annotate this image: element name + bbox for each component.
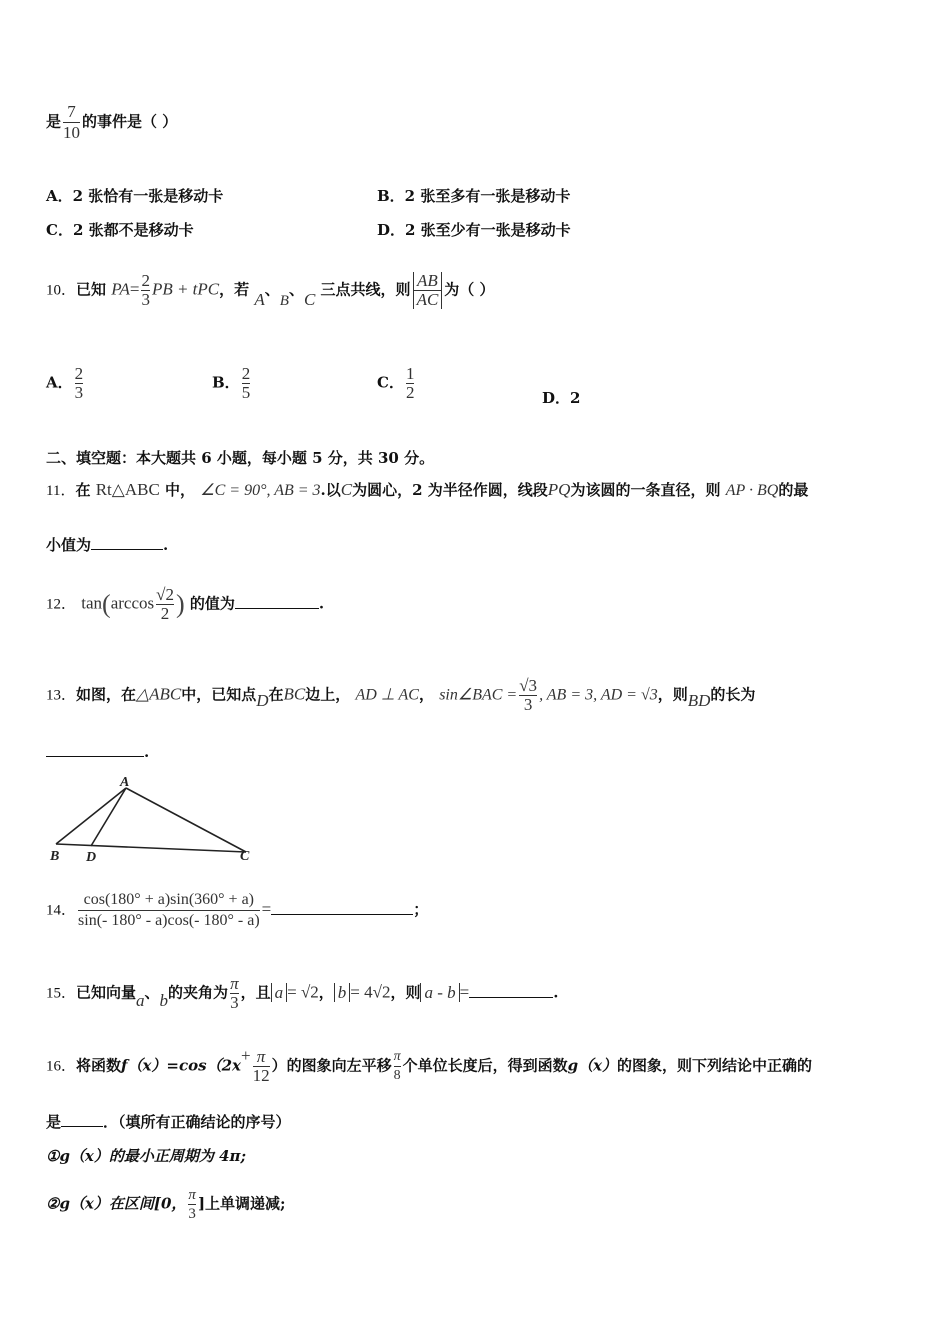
q9-frac-num: 7 — [67, 102, 76, 121]
q16-line-2 — [46, 1112, 291, 1132]
q14-numerator: cos(180° + a)sin(360° + a) — [83, 891, 254, 908]
q14-answer-blank[interactable] — [271, 900, 413, 915]
q16-function-g: g（x） — [567, 1056, 618, 1075]
q9-option-b: B．2 张至多有一张是移动卡 — [377, 187, 571, 205]
q13-triangle-lines — [56, 788, 246, 852]
q12-number: 12． — [46, 596, 77, 613]
q10-pa: PA — [111, 279, 130, 299]
q10-ab: AB — [413, 272, 442, 290]
q9-text-post: 的事件是（ ） — [82, 112, 178, 131]
q15-text-3: ，且 — [240, 983, 271, 1002]
q16-line-2-pre: 是 — [46, 1113, 62, 1131]
q10-text-1: 已知 — [76, 280, 107, 299]
q13-bd: BD — [687, 690, 711, 710]
q15-text-4: ， — [318, 983, 334, 1002]
q10-point-b: B — [279, 292, 289, 309]
q16-number: 16． — [46, 1058, 77, 1075]
q10-option-a-label: A． — [46, 373, 73, 392]
q11-text-3: .以 — [320, 481, 341, 499]
q16-eight: 8 — [393, 1068, 401, 1083]
q11-pq: PQ — [547, 480, 571, 499]
q13-line — [46, 677, 755, 714]
q16-item-2-post: ]上单调递减; — [197, 1194, 286, 1213]
q10-c-num: 1 — [405, 364, 415, 383]
q10-a-den: 3 — [74, 383, 84, 402]
q10-text-2: ，若 — [219, 280, 250, 299]
q14-end: ； — [413, 900, 429, 919]
q12-end: . — [318, 594, 325, 613]
q11-text-5: 为该圆的一条直径，则 — [570, 481, 721, 499]
q15-vec-a: a — [136, 990, 145, 1010]
q10-rest: PB + tPC — [151, 279, 220, 299]
q14-number: 14． — [46, 902, 77, 919]
q10-number: 10． — [46, 282, 77, 299]
q9-option-d: D．2 张至少有一张是移动卡 — [377, 221, 571, 239]
q14-eq: = — [261, 899, 272, 919]
q10-option-b-label: B． — [212, 373, 240, 392]
q10-option-b — [212, 365, 252, 402]
q11-number: 11． — [46, 483, 76, 499]
q13-point-d: D — [256, 690, 269, 710]
q15-number: 15． — [46, 985, 77, 1002]
q15-abs-diff: a - b — [420, 983, 459, 1002]
q10-sep-1: 、 — [264, 280, 280, 299]
q12-tan: tan — [81, 593, 103, 613]
q15-eq-diff: = — [459, 982, 470, 1002]
q12-arccos: arccos — [110, 593, 155, 613]
q15-eq-a: = √2 — [287, 982, 319, 1002]
q11-end: . — [163, 536, 169, 554]
q15-eq-b: = 4√2 — [350, 982, 391, 1002]
q16-item-2-three: 3 — [188, 1206, 196, 1222]
q13-edge-ab — [56, 788, 126, 844]
q9-fraction — [63, 102, 80, 143]
q16-answer-blank[interactable] — [61, 1112, 103, 1127]
q15-answer-blank[interactable] — [469, 983, 553, 998]
q16-item-2 — [46, 1186, 286, 1223]
q13-bc: BC — [283, 684, 306, 704]
q13-triangle-figure — [46, 772, 266, 864]
q10-eq: = — [129, 279, 140, 299]
q9-frac-den: 10 — [63, 123, 81, 142]
q15-text-5: ，则 — [390, 983, 421, 1002]
q13-text-6: ，则 — [657, 685, 688, 704]
q10-point-a: A — [254, 289, 265, 309]
q13-label-c: C — [240, 849, 250, 864]
q15-text-2: 的夹角为 — [168, 983, 229, 1002]
q11-answer-blank[interactable] — [91, 535, 163, 550]
q10-option-c-frac — [406, 365, 415, 402]
q16-pi: π — [256, 1047, 266, 1066]
q13-text-1: 如图，在 — [76, 685, 137, 704]
q10-a-num: 2 — [74, 364, 84, 383]
q13-triangle: △ABC — [136, 684, 182, 704]
q9-option-a: A．2 张恰有一张是移动卡 — [46, 187, 224, 205]
q12-den: 2 — [160, 604, 170, 623]
q14-line — [46, 890, 428, 931]
q11-line-1 — [46, 480, 808, 501]
q13-label-a: A — [120, 775, 130, 790]
q13-text-4: 边上， — [305, 685, 351, 704]
q10-sep-2: 、 — [288, 280, 304, 299]
q11-text-4: 为圆心，2 为半径作圆，线段 — [352, 481, 548, 499]
q11-condition: ∠C = 90°, AB = 3 — [200, 482, 321, 499]
q12-line: 12． tan(arccos $\frac{√2}{2}$ ) 的值为 . — [46, 585, 325, 623]
q13-frac — [519, 677, 537, 714]
q16-text-3: 个单位长度后，得到函数 — [402, 1056, 568, 1075]
q10-option-c — [377, 365, 416, 402]
q13-text-2: 中，已知点 — [181, 685, 257, 704]
q13-answer-line — [46, 742, 149, 762]
q16-line-2-post: ．（填所有正确结论的序号） — [103, 1113, 291, 1131]
q15-three: 3 — [230, 993, 239, 1012]
q13-edge-ad — [91, 788, 126, 846]
q16-item-2-pi: π — [188, 1187, 196, 1203]
q13-text-3: 在 — [268, 685, 284, 704]
q9-line1 — [46, 102, 177, 143]
q13-sqrt3: √3 — [519, 676, 538, 695]
q9-text-pre: 是 — [46, 112, 62, 131]
q10-frac-den: 3 — [141, 290, 150, 309]
q13-edge-ac — [126, 788, 246, 852]
q16-pi-8: π — [393, 1049, 401, 1064]
q12-sqrt2: √2 — [156, 585, 174, 604]
q10-point-c: C — [303, 289, 316, 309]
q16-text-1: 将函数 — [76, 1056, 122, 1075]
q11-center-c: C — [340, 480, 353, 499]
q10-ratio — [413, 272, 443, 309]
q13-label-b: B — [50, 849, 60, 864]
q13-rest: , AB = 3, AD = √3 — [539, 686, 658, 704]
q10-text-3: 三点共线，则 — [320, 280, 411, 299]
q13-edge-bc — [56, 844, 246, 852]
q11-line-2-text: 小值为 — [46, 536, 92, 554]
q13-end: . — [144, 743, 150, 761]
q16-item-1: ①g（x）的最小正周期为 4π; — [46, 1147, 247, 1165]
q16-line-1 — [46, 1045, 813, 1085]
q13-label-d: D — [86, 850, 97, 864]
q15-angle-frac — [230, 975, 239, 1012]
q13-text-7: 的长为 — [710, 685, 756, 704]
q10-option-c-label: C． — [377, 373, 404, 392]
q15-pi: π — [230, 974, 239, 993]
q13-sin: sin∠BAC = — [439, 686, 518, 704]
q13-perp: AD ⊥ AC — [355, 686, 419, 704]
q12-text-1: 的值为 — [189, 594, 235, 613]
section-2-heading: 二、填空题：本大题共 6 小题，每小题 5 分，共 30 分。 — [46, 449, 435, 467]
q10-b-den: 5 — [241, 383, 251, 402]
q10-option-a-frac — [75, 365, 84, 402]
q16-function-f: f（x）=cos（2x — [121, 1056, 241, 1075]
q16-frac-12 — [253, 1048, 270, 1085]
q12-frac — [156, 586, 174, 623]
q11-line-2 — [46, 535, 168, 555]
q13-text-5: ， — [418, 685, 434, 704]
q10-option-a — [46, 365, 85, 402]
q16-twelve: 12 — [252, 1066, 270, 1085]
q15-sep: 、 — [144, 983, 160, 1002]
q15-abs-b: b — [334, 983, 351, 1002]
q13-den3: 3 — [523, 695, 533, 714]
q16-item-2-pre: ②g（x）在区间[0， — [46, 1194, 187, 1213]
q11-rt-triangle: Rt△ABC — [95, 480, 160, 499]
q11-text-6: 的最 — [778, 481, 809, 499]
q15-abs-a: a — [271, 983, 288, 1002]
q13-answer-blank[interactable] — [46, 742, 144, 757]
q15-line — [46, 975, 558, 1012]
q10-text-4: 为（ ） — [444, 280, 495, 299]
q13-number: 13． — [46, 687, 77, 704]
q16-plus: + — [240, 1045, 251, 1065]
q14-denominator: sin(- 180° - a)cos(- 180° - a) — [78, 912, 260, 929]
q16-text-2: ）的图象向左平移 — [271, 1056, 392, 1075]
q11-dot-product: AP · BQ — [725, 482, 779, 499]
q16-text-4: 的图象，则下列结论中正确的 — [617, 1056, 813, 1075]
q11-text-2: 中， — [165, 481, 196, 499]
q15-text-1: 已知向量 — [76, 983, 137, 1002]
q15-vec-b: b — [159, 990, 169, 1010]
q11-text-1: 在 — [75, 481, 91, 499]
q15-end: . — [553, 983, 559, 1002]
q10-b-num: 2 — [241, 364, 251, 383]
q16-item-2-frac — [188, 1186, 196, 1223]
q10-frac-num: 2 — [141, 271, 150, 290]
q10-c-den: 2 — [405, 383, 415, 402]
q10-ac: AC — [413, 291, 443, 309]
q12-answer-blank[interactable] — [235, 594, 319, 609]
q14-frac — [78, 890, 260, 931]
q9-option-c: C．2 张都不是移动卡 — [46, 221, 194, 239]
q10-option-b-frac — [242, 365, 251, 402]
q10-option-d: D．2 — [542, 389, 581, 407]
q16-frac-8 — [394, 1048, 401, 1085]
q10-frac — [141, 272, 150, 309]
q10-line — [46, 272, 495, 309]
